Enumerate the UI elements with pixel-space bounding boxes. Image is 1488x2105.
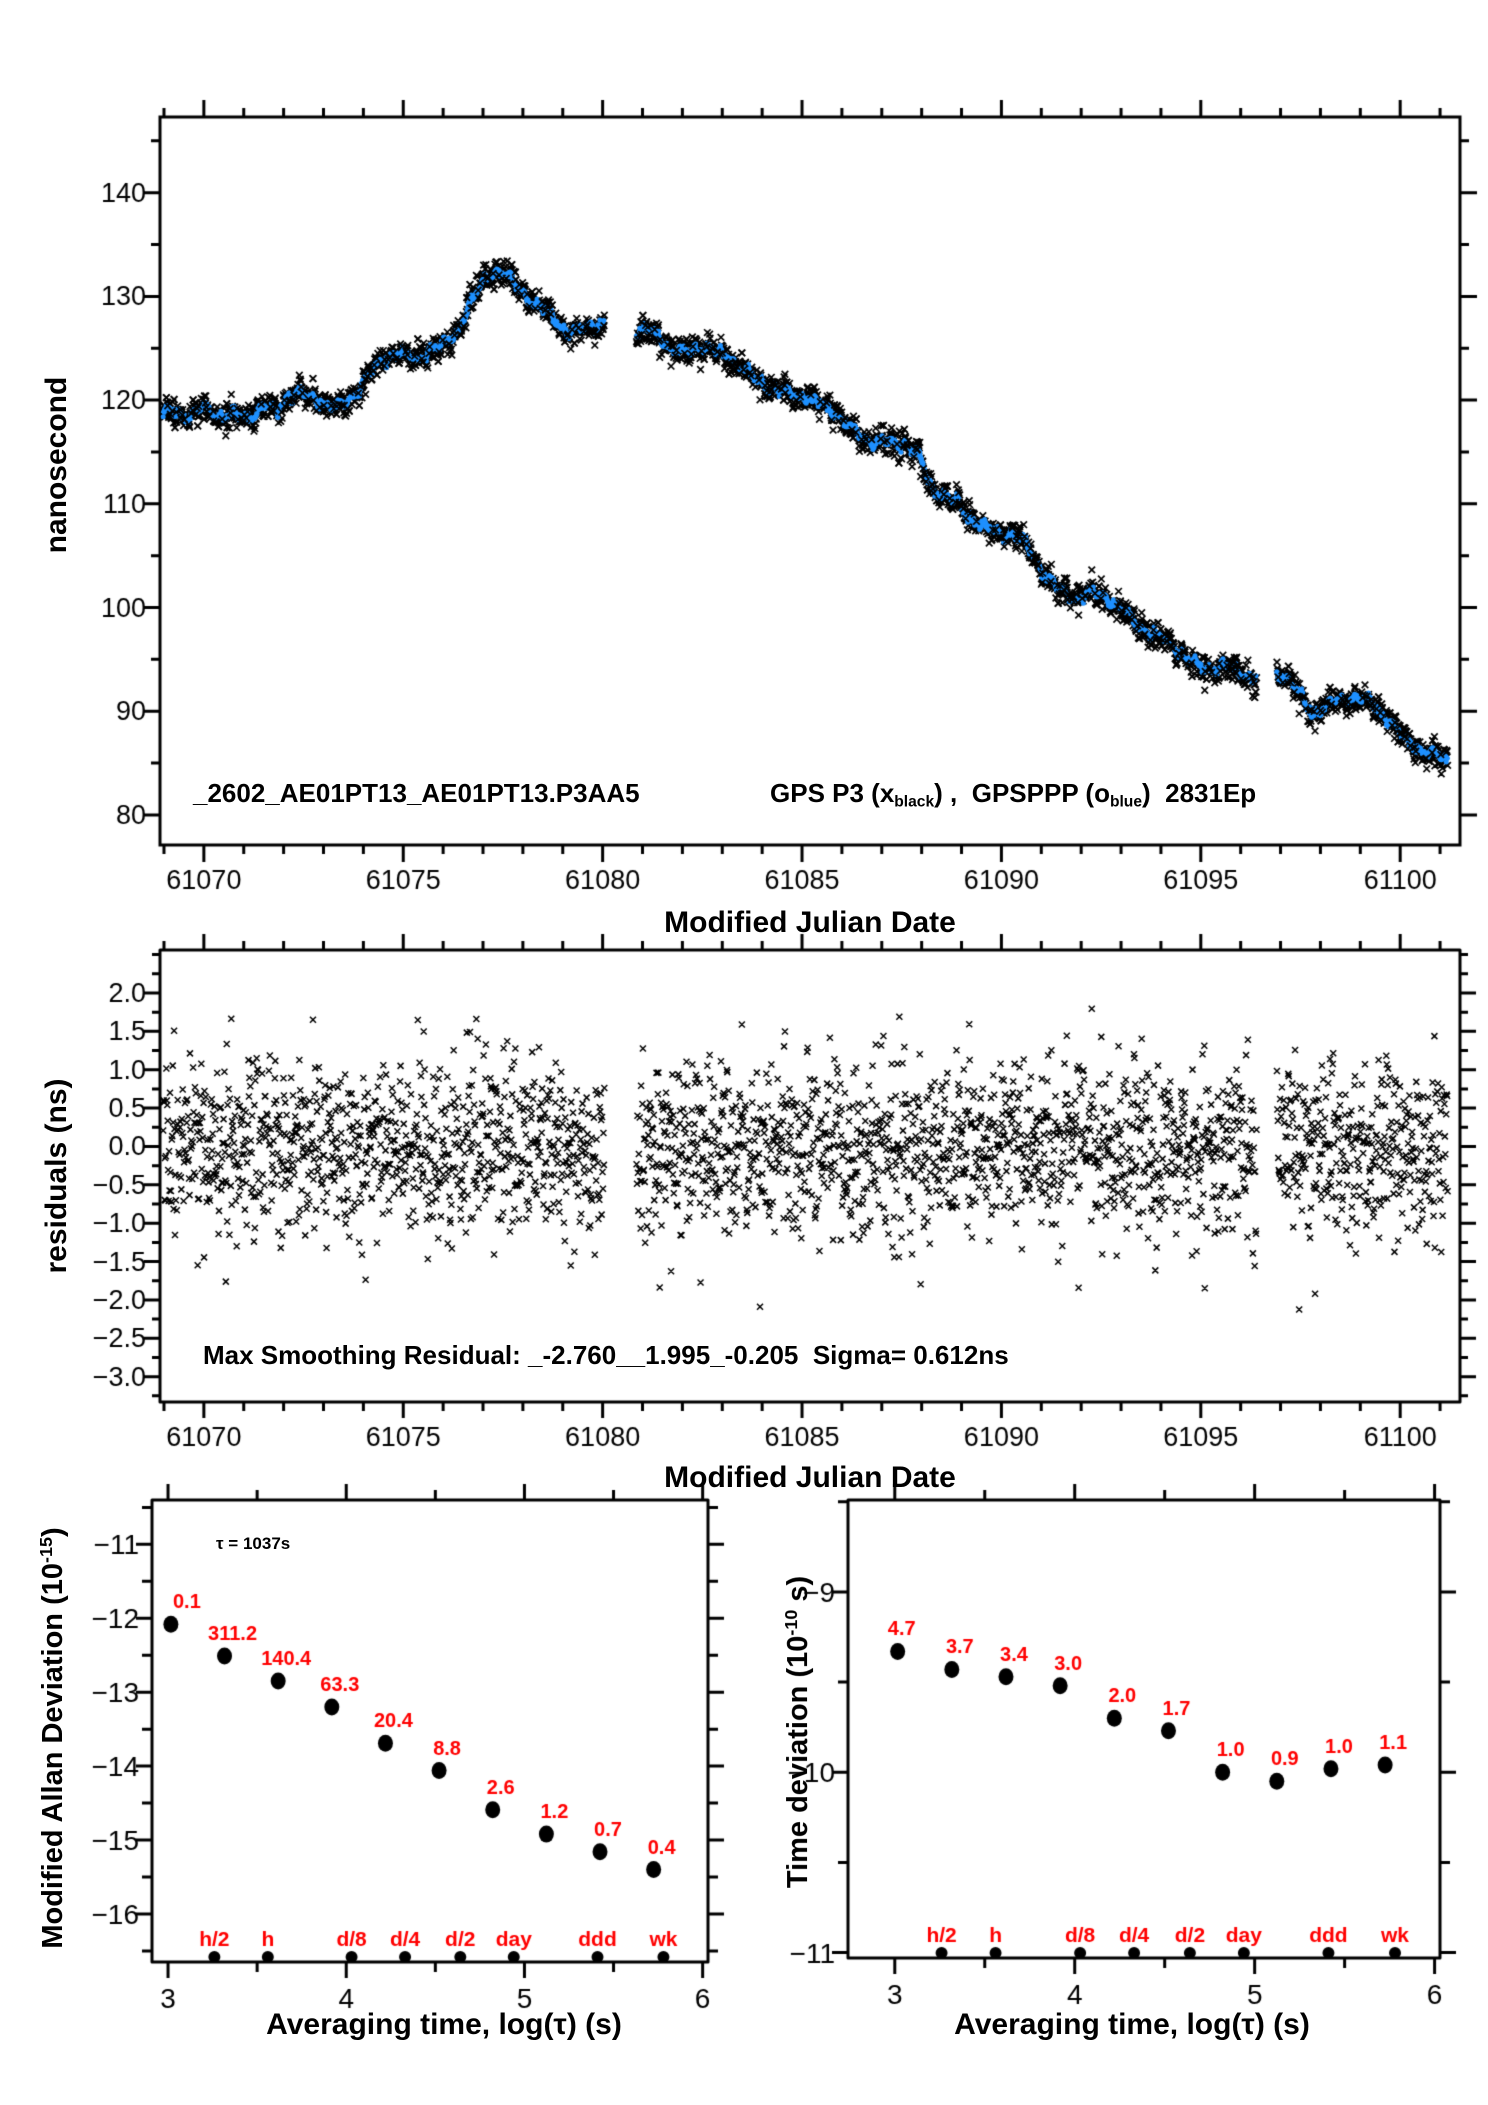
mdev-y-axis-title [36,1527,70,1948]
tau-annotation: τ = 1037s [216,1534,291,1553]
residuals-y-axis-title: residuals (ns) [40,1078,73,1274]
dataset-id-annotation: _2602_AE01PT13_AE01PT13.P3AA5 [193,778,640,808]
legend-text-post: ) 2831Ep [1142,778,1257,808]
mid-x-axis-title: Modified Julian Date [664,1461,956,1494]
mdev-x-axis-title: Averaging time, log(τ) (s) [266,2008,622,2041]
tdev-y-title-close: s) [781,1575,814,1610]
mdev-y-title-close: ) [36,1527,69,1538]
legend-annotation [770,778,1256,812]
legend-text-mid: ) , GPSPPP (o [934,778,1110,808]
legend-text-pre: GPS P3 (x [770,778,895,808]
legend-black-subscript: black [894,793,935,811]
tdev-y-title-exponent: -10 [781,1609,802,1636]
legend-blue-subscript: blue [1109,793,1143,811]
tdev-y-axis-title [781,1576,815,1888]
top-y-axis-title: nanosecond [40,376,73,554]
tdev-x-axis-title: Averaging time, log(τ) (s) [954,2008,1310,2041]
mdev-y-title-exponent: -15 [36,1537,57,1564]
tdev-y-title-base: Time deviation (10 [781,1635,814,1889]
mdev-y-title-base: Modified Allan Deviation (10 [36,1563,69,1949]
top-x-axis-title: Modified Julian Date [664,906,956,939]
residuals-annotation: Max Smoothing Residual: _-2.760__1.995_-0.205 Sigma= 0.612ns [203,1340,1009,1370]
